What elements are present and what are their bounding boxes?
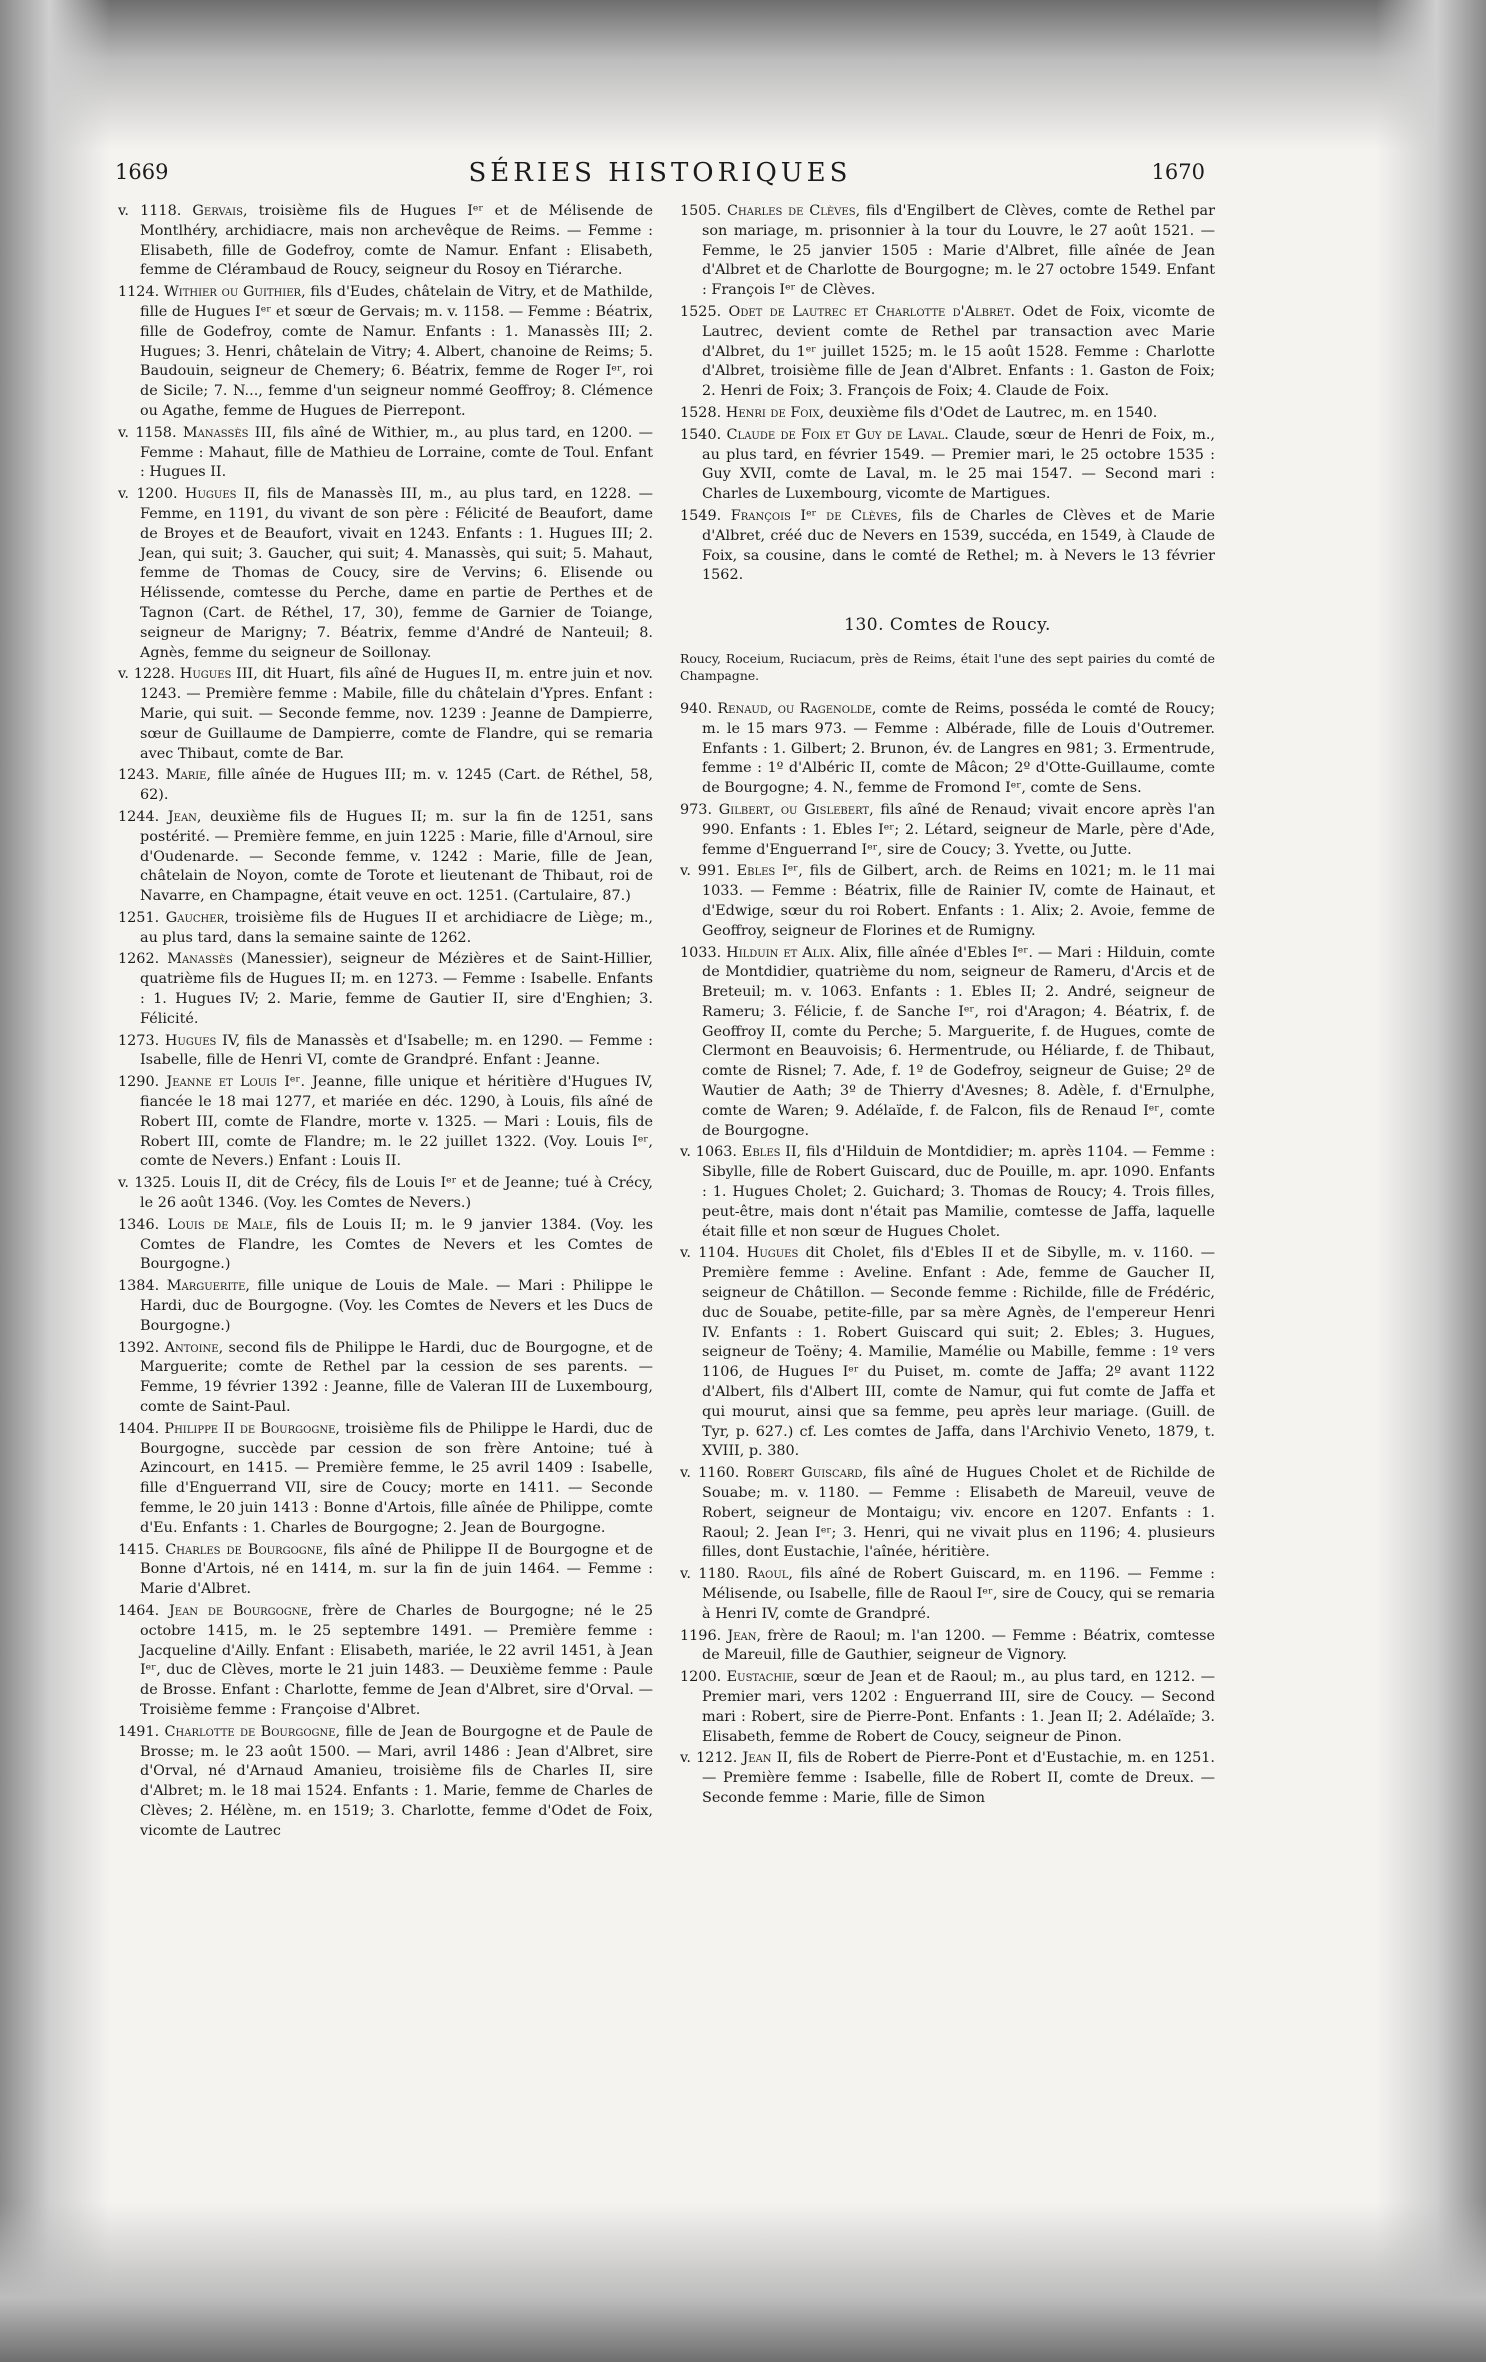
entry-text: Louis II, dit de Crécy, fils de Louis Iᵉʳ et de Jeanne; tué à Crécy, le 26 août 1346. (Voy. les Comtes de Nevers.): [140, 1175, 653, 1212]
right-top-entries: [680, 202, 1215, 586]
entry-name: Robert Guiscard: [746, 1465, 863, 1482]
entry-date: 1404.: [118, 1420, 165, 1437]
entry-date: v. 1325.: [118, 1175, 181, 1192]
entry: [680, 303, 1215, 402]
section-intro: Roucy, Roceium, Ruciacum, près de Reims, était l'une des sept pairies du comté de Champagne.: [680, 650, 1215, 683]
entry-name: Jeanne et Louis Iᵉʳ: [166, 1074, 301, 1091]
entry-name: Eustachie: [726, 1669, 794, 1686]
entry-name: Manassès: [182, 424, 249, 441]
entry-name: Ebles: [736, 863, 776, 880]
entry: [118, 1174, 653, 1214]
entry-text: II, fils de Manassès III, m., au plus tard, en 1228. — Femme, en 1191, du vivant de son père : Félicité de Beaufort, dame de Broyes et de Beaufort, vivait en 1243. Enfants : 1. Hugues III; 2. Jean, qui suit; 3. Gaucher, qui suit; 4. Manassès, qui suit; 5. Mahaut, femme de Thomas de Coucy, sire de Vervins; 6. Elisende ou Hélissende, comtesse du Perche, dame en partie de Perthes et de Tagnon (Cart. de Réthel, 17, 30), femme de Garnier de Toiange, seigneur de Marigny; 7. Béatrix, femme d'André de Nanteuil; 8. Agnès, femme du seigneur de Soillonay.: [140, 486, 654, 661]
entry: [118, 808, 653, 907]
entry-date: 1528.: [680, 404, 726, 421]
entry-text: , fille de Jean de Bourgogne et de Paule de Brosse; m. le 23 août 1500. — Mari, avril 1486 : Jean d'Albret, sire d'Orval, né d'Arnaud Amanieu, troisième fils de Charles II, sire d'Albret; m. le 18 mai 1524. Enfants : 1. Marie, femme de Charles de Clèves; 2. Hélène, m. en 1519; 3. Charlotte, femme d'Odet de Foix, vicomte de Lautrec: [140, 1723, 653, 1839]
page-header: [115, 158, 1205, 192]
entry-name: Renaud, ou Ragenolde: [717, 700, 872, 717]
entry-name: Jean: [727, 1627, 757, 1644]
entry-date: 1244.: [118, 808, 168, 825]
entry: [118, 665, 653, 764]
entry: [118, 1073, 653, 1172]
entry-name: Gilbert, ou Gislebert: [718, 801, 870, 818]
entry: [118, 909, 653, 949]
entry-date: v. 1104.: [680, 1245, 747, 1262]
scan-edge-right: [1376, 0, 1486, 2362]
entry-text: . Claude, sœur de Henri de Foix, m., au plus tard, en février 1549. — Premier mari, le 25 octobre 1535 : Guy XVII, comte de Laval, m. le 25 mai 1547. — Second mari : Charles de Luxembourg, vicomte de Martigues.: [702, 426, 1215, 503]
entry-text: , troisième fils de Hugues II et archidiacre de Liège; m., au plus tard, dans la semaine sainte de 1262.: [140, 909, 653, 946]
entry-name: Claude de Foix et Guy de Laval: [726, 426, 945, 443]
entry-name: Odet de Lautrec et Charlotte d'Albret: [728, 303, 1011, 320]
entry-date: 1346.: [118, 1216, 168, 1233]
entry-text: II, fils de Robert de Pierre-Pont et d'Eustachie, m. en 1251. — Première femme : Isabelle, fille de Robert II, comte de Dreux. — Seconde femme : Marie, fille de Simon: [702, 1750, 1215, 1806]
entry-date: 1415.: [118, 1541, 166, 1558]
entry-text: , comte de Reims, posséda le comté de Roucy; m. le 15 mars 973. — Femme : Albérade, fille de Louis d'Outremer. Enfants : 1. Gilbert; 2. Brunon, év. de Langres en 981; 3. Ermentrude, femme : 1º d'Albéric II, comte de Mâcon; 2º d'Otte-Guillaume, comte de Bourgogne; 4. N., femme de Fromond Iᵉʳ, comte de Sens.: [702, 700, 1215, 797]
entry-name: Jean: [167, 808, 197, 825]
entry: [118, 950, 653, 1029]
entry-text: . Jeanne, fille unique et héritière d'Hugues IV, fiancée le 18 mai 1277, et mariée en déc. 1290, à Louis, fils aîné de Robert III, comte de Flandre, morte v. 1325. — Mari : Louis, fils de Robert III, comte de Flandre; m. le 22 juillet 1322. (Voy. Louis Iᵉʳ, comte de Nevers.) Enfant : Louis II.: [140, 1074, 653, 1170]
scan-edge-left: [0, 0, 110, 2362]
entry-name: Hilduin et Alix: [726, 944, 831, 961]
entry-name: Ebles: [741, 1144, 781, 1161]
page-number-right: 1670: [1151, 160, 1205, 184]
entry-date: v. 1200.: [118, 486, 185, 503]
entry: [680, 700, 1215, 799]
entry-name: Jean de Bourgogne: [169, 1602, 308, 1619]
entry: [680, 1749, 1215, 1808]
entry-text: , fils aîné de Robert Guiscard, m. en 1196. — Femme : Mélisende, ou Isabelle, fille de Raoul Iᵉʳ, sire de Coucy, qui se remaria à Henri IV, comte de Grandpré.: [702, 1566, 1215, 1622]
entry-name: Raoul: [747, 1566, 789, 1583]
entry-date: 1505.: [680, 203, 728, 219]
entry-date: 1251.: [118, 909, 166, 926]
entry-name: Withier ou Guithier: [163, 284, 302, 301]
entry-text: . Alix, fille aînée d'Ebles Iᵉʳ. — Mari : Hilduin, comte de Montdidier, quatrième du nom, seigneur de Rameru, d'Arcis et de Breteuil; m. v. 1063. Enfants : 1. Ebles II; 2. André, seigneur de Rameru; 3. Félicie, f. de Sanche Iᵉʳ, roi d'Aragon; 4. Béatrix, f. de Geoffroy II, comte du Perche; 5. Marguerite, f. de Hugues, comte de Clermont en Beauvoisis; 6. Hermentrude, ou Héliarde, f. de Thibaut, comte de Risnel; 7. Ade, f. 1º de Godefroy, seigneur de Guise; 2º de Wautier de Aath; 3º de Thierry d'Avesnes; 8. Adèle, f. d'Ernulphe, comte de Waren; 9. Adélaïde, f. de Falcon, fils de Renaud Iᵉʳ, comte de Bourgogne.: [702, 944, 1215, 1139]
entry: [118, 283, 653, 422]
entry-date: 1540.: [680, 426, 727, 443]
entry: [118, 1723, 653, 1842]
entry: [680, 202, 1215, 301]
entry-text: , fils aîné de Renaud; vivait encore après l'an 990. Enfants : 1. Ebles Iᵉʳ; 2. Létard, seigneur de Marle, père d'Ade, femme d'Enguerrand Iᵉʳ, sire de Coucy; 3. Yvette, ou Jutte.: [702, 801, 1216, 858]
entry-name: Hugues: [184, 486, 237, 503]
entry: [680, 1244, 1215, 1462]
entry: [680, 801, 1215, 860]
entry-text: , second fils de Philippe le Hardi, duc de Bourgogne, et de Marguerite; comte de Rethel par la cession de ses parents. — Femme, 19 février 1392 : Jeanne, fille de Valeran III de Luxembourg, comte de Saint-Paul.: [140, 1339, 654, 1416]
entry-name: Hugues: [179, 666, 232, 683]
entry-date: 973.: [680, 801, 719, 818]
entry: [118, 1277, 653, 1336]
entry-date: 1491.: [118, 1723, 165, 1740]
right-bottom-entries: [680, 700, 1215, 1809]
section-title: 130. Comtes de Roucy.: [844, 615, 1051, 636]
entry-name: Charlotte de Bourgogne: [164, 1723, 336, 1740]
entry-text: , fils d'Eudes, châtelain de Vitry, et de Mathilde, fille de Hugues Iᵉʳ et sœur de Gervais; m. v. 1158. — Femme : Béatrix, fille de Godefroy, comte de Namur. Enfants : 1. Manassès III; 2. Hugues; 3. Henri, châtelain de Vitry; 4. Albert, chanoine de Reims; 5. Baudouin, seigneur de Chemery; 6. Béatrix, femme de Roger Iᵉʳ, roi de Sicile; 7. N..., femme d'un seigneur nommé Geoffroy; 8. Clémence ou Agathe, femme de Hugues de Pierrepont.: [140, 284, 654, 419]
entry-date: 1549.: [680, 507, 731, 524]
entry: [680, 404, 1215, 424]
entry-name: Louis de Male: [167, 1216, 273, 1233]
page-title: SÉRIES HISTORIQUES: [468, 158, 852, 188]
entry-text: , fils d'Engilbert de Clèves, comte de Rethel par son mariage, m. prisonnier à la tour du Louvre, le 27 août 1521. — Femme, le 25 janvier 1505 : Marie d'Albret, fille aînée de Jean d'Albret et de Charlotte de Bourgogne; m. le 27 octobre 1549. Enfant : François Iᵉʳ de Clèves.: [702, 203, 1215, 299]
scan-edge-bottom: [0, 2202, 1486, 2362]
entry-date: 1290.: [118, 1074, 167, 1091]
entry-date: 1273.: [118, 1032, 165, 1049]
entry-text: (Manessier), seigneur de Mézières et de Saint-Hillier, quatrième fils de Hugues II; m. en 1273. — Femme : Isabelle. Enfants : 1. Hugues IV; 2. Marie, femme de Gautier II, sire d'Enghien; 3. Félicité.: [140, 951, 653, 1027]
entry: [118, 1602, 653, 1721]
entry-name: Gervais: [192, 203, 243, 219]
entry-name: Hugues: [164, 1032, 217, 1049]
entry-date: v. 1063.: [680, 1144, 742, 1161]
entry-date: 1384.: [118, 1278, 167, 1295]
entry-name: Philippe II de Bourgogne: [164, 1420, 336, 1437]
entry: [118, 202, 653, 281]
page-number-left: 1669: [115, 160, 169, 184]
entry-name: Jean: [742, 1750, 772, 1767]
entry: [118, 1420, 653, 1539]
entry-name: Marguerite: [166, 1278, 246, 1295]
entry-date: 1243.: [118, 767, 166, 784]
entry-name: François Iᵉʳ de Clèves: [730, 507, 898, 524]
entry: [680, 862, 1215, 941]
entry-text: IV, fils de Manassès et d'Isabelle; m. en 1290. — Femme : Isabelle, fille de Henri VI, comte de Grandpré. Enfant : Jeanne.: [140, 1032, 653, 1069]
entry-date: 1464.: [118, 1602, 169, 1619]
entry-text: , deuxième fils d'Odet de Lautrec, m. en 1540.: [819, 404, 1158, 421]
entry: [680, 1565, 1215, 1624]
entry-text: III, fils aîné de Withier, m., au plus tard, en 1200. — Femme : Mahaut, fille de Mathieu de Lorraine, comte de Toul. Enfant : Hugues II.: [140, 424, 654, 481]
entry: [680, 1143, 1215, 1242]
entry-text: , fils de Louis II; m. le 9 janvier 1384. (Voy. les Comtes de Flandre, les Comtes de Nevers et les Comtes de Bourgogne.): [140, 1216, 653, 1273]
entry-text: , deuxième fils de Hugues II; m. sur la fin de 1251, sans postérité. — Première femme, en juin 1225 : Marie, fille d'Arnoul, sire d'Oudenarde. — Seconde femme, v. 1242 : Marie, fille de Jean, châtelain de Noyon, comte de Torote et lieutenant de Thibaut, roi de Navarre, en Champagne, était veuve en oct. 1251. (Cartulaire, 87.): [140, 808, 653, 905]
entry-text: III, dit Huart, fils aîné de Hugues II, m. entre juin et nov. 1243. — Première femme : Mabile, fille du châtelain d'Ypres. Enfant : Marie, qui suit. — Seconde femme, nov. 1239 : Jeanne de Dampierre, sœur de Guillaume de Dampierre, comte de Flandre, qui se remaria avec Thibaut, comte de Bar.: [140, 666, 654, 762]
entry-text: II, fils d'Hilduin de Montdidier; m. après 1104. — Femme : Sibylle, fille de Robert Guiscard, duc de Pouille, m. apr. 1090. Enfants : 1. Hugues Cholet; 2. Guichard; 3. Thomas de Roucy; 4. Trois filles, peut-être, mais dont n'était pas Mamilie, comtesse de Jaffa, laquelle était fille et non sœur de Hugues Cholet.: [702, 1144, 1215, 1240]
entry-date: v. 1228.: [118, 666, 180, 683]
entry-text: dit Cholet, fils d'Ebles II et de Sibylle, m. v. 1160. — Première femme : Aveline. Enfant : Ade, femme de Gaucher II, seigneur de Châtillon. — Seconde femme : Richilde, fille de Frédéric, duc de Souabe, petite-fille, par sa mère Agnès, de l'empereur Henri IV. Enfants : 1. Robert Guiscard qui suit; 2. Ebles; 3. Hugues, seigneur de Toëny; 4. Mamilie, Mamélie ou Mabille, femme : 1º vers 1106, de Hugues Iᵉʳ du Puiset, m. comte de Jaffa; 2º avant 1122 d'Albert, fils d'Albert III, comte de Namur, qui fut comte de Jaffa et qui mourut, ainsi que sa femme, peu après leur mariage. (Guill. de Tyr, p. 627.) cf. Les comtes de Jaffa, dans l'Archivio Veneto, 1879, t. XVIII, p. 380.: [702, 1245, 1215, 1460]
entry-text: . Odet de Foix, vicomte de Lautrec, devient comte de Rethel par transaction avec Marie d'Albret, du 1ᵉʳ juillet 1525; m. le 15 août 1528. Femme : Charlotte d'Albret, troisième fille de Jean d'Albret. Enfants : 1. Gaston de Foix; 2. Henri de Foix; 3. François de Foix; 4. Claude de Foix.: [702, 303, 1215, 400]
entry: [680, 507, 1215, 586]
entry: [680, 1464, 1215, 1563]
entry-date: 1262.: [118, 951, 168, 968]
entry-date: v. 1118.: [118, 203, 193, 219]
entry: [118, 1032, 653, 1072]
entry: [680, 426, 1215, 505]
entry-name: Gaucher: [165, 909, 225, 926]
entry-name: Manassès: [167, 951, 233, 968]
entry-date: 1033.: [680, 944, 727, 961]
entry-date: v. 1158.: [118, 424, 183, 441]
entry: [118, 485, 653, 663]
entry: [118, 424, 653, 483]
entry-date: 1392.: [118, 1339, 165, 1356]
entry-text: , troisième fils de Philippe le Hardi, duc de Bourgogne, succède par cession de son frère Antoine; tué à Azincourt, en 1415. — Première femme, le 25 avril 1409 : Isabelle, fille d'Enguerrand VII, sire de Coucy; morte en 1411. — Seconde femme, le 20 juin 1413 : Bonne d'Artois, fille aînée de Philippe, comte d'Eu. Enfants : 1. Charles de Bourgogne; 2. Jean de Bourgogne.: [140, 1420, 653, 1536]
entry-text: , fils aîné de Hugues Cholet et de Richilde de Souabe; m. v. 1180. — Femme : Elisabeth de Mareuil, veuve de Robert, seigneur de Montaigu; viv. encore en 1207. Enfants : 1. Raoul; 2. Jean Iᵉʳ; 3. Henri, qui ne vivait plus en 1196; 4. plusieurs filles, dont Eustachie, l'aînée, héritière.: [702, 1465, 1215, 1561]
entry-name: Charles de Bourgogne: [165, 1541, 323, 1558]
entry-text: , frère de Raoul; m. l'an 1200. — Femme : Béatrix, comtesse de Mareuil, fille de Gauthier, seigneur de Vignory.: [702, 1627, 1215, 1664]
entry: [118, 1339, 653, 1418]
entry-text: Iᵉʳ, fils de Gilbert, arch. de Reims en 1021; m. le 11 mai 1033. — Femme : Béatrix, fille de Rainier IV, comte de Hainaut, et d'Edwige, sœur du roi Robert. Enfants : 1. Alix; 2. Avoie, femme de Geoffroy, seigneur de Florines et de Rumigny.: [702, 863, 1216, 939]
entry-date: v. 1160.: [680, 1465, 747, 1482]
entry-date: 1525.: [680, 303, 729, 320]
entry-name: Antoine: [164, 1339, 219, 1356]
entry: [680, 944, 1215, 1142]
entry-date: v. 1180.: [680, 1566, 748, 1583]
entry-text: , frère de Charles de Bourgogne; né le 25 octobre 1415, m. le 25 septembre 1491. — Première femme : Jacqueline d'Ailly. Enfant : Elisabeth, mariée, le 22 avril 1451, à Jean Iᵉʳ, duc de Clèves, morte le 21 juin 1483. — Deuxième femme : Paule de Brosse. Enfant : Charlotte, femme de Jean d'Albret, sire d'Orval. — Troisième femme : Françoise d'Albret.: [140, 1602, 653, 1718]
entry-date: 1196.: [680, 1627, 728, 1644]
entry-date: v. 1212.: [680, 1750, 743, 1767]
entry-text: , fils de Charles de Clèves et de Marie d'Albret, créé duc de Nevers en 1539, succéda, en 1549, à Claude de Foix, sa cousine, dans le comté de Rethel; m. à Nevers le 13 février 1562.: [702, 507, 1215, 584]
entry-date: 1200.: [680, 1669, 727, 1686]
right-column: [680, 202, 1215, 1811]
entry: [680, 1627, 1215, 1667]
entry: [680, 1668, 1215, 1747]
entry-name: Charles de Clèves: [727, 203, 856, 219]
left-column: [118, 202, 653, 1844]
entry-text: , sœur de Jean et de Raoul; m., au plus tard, en 1212. — Premier mari, vers 1202 : Enguerrand III, sire de Coucy. — Second mari : Robert, sire de Pierre-Pont. Enfants : 1. Jean II; 2. Adélaïde; 3. Elisabeth, femme de Robert de Coucy, seigneur de Pinon.: [702, 1669, 1215, 1745]
entry: [118, 1541, 653, 1600]
entry-name: Marie: [165, 767, 207, 784]
entry: [118, 1216, 653, 1275]
entry-name: Henri de Foix: [725, 404, 820, 421]
entry-text: , fille aînée de Hugues III; m. v. 1245 (Cart. de Réthel, 58, 62).: [140, 767, 653, 804]
scan-edge-top: [0, 0, 1486, 150]
entry: [118, 766, 653, 806]
entry-date: 940.: [680, 700, 718, 717]
entry-text: , fils aîné de Philippe II de Bourgogne et de Bonne d'Artois, né en 1414, m. sur la fin de juin 1464. — Femme : Marie d'Albret.: [140, 1541, 654, 1598]
entry-text: , fille unique de Louis de Male. — Mari : Philippe le Hardi, duc de Bourgogne. (Voy. les Comtes de Nevers et les Ducs de Bourgogne.): [140, 1278, 654, 1334]
entry-name: Hugues: [746, 1245, 799, 1262]
entry-date: v. 991.: [680, 863, 737, 880]
entry-text: , troisième fils de Hugues Iᵉʳ et de Mélisende de Montlhéry, archidiacre, mais non archevêque de Reims. — Femme : Elisabeth, fille de Godefroy, comte de Namur. Enfant : Elisabeth, femme de Clérambaud de Roucy, seigneur du Rosoy en Tiérarche.: [140, 203, 654, 279]
entry-date: 1124.: [118, 284, 164, 301]
